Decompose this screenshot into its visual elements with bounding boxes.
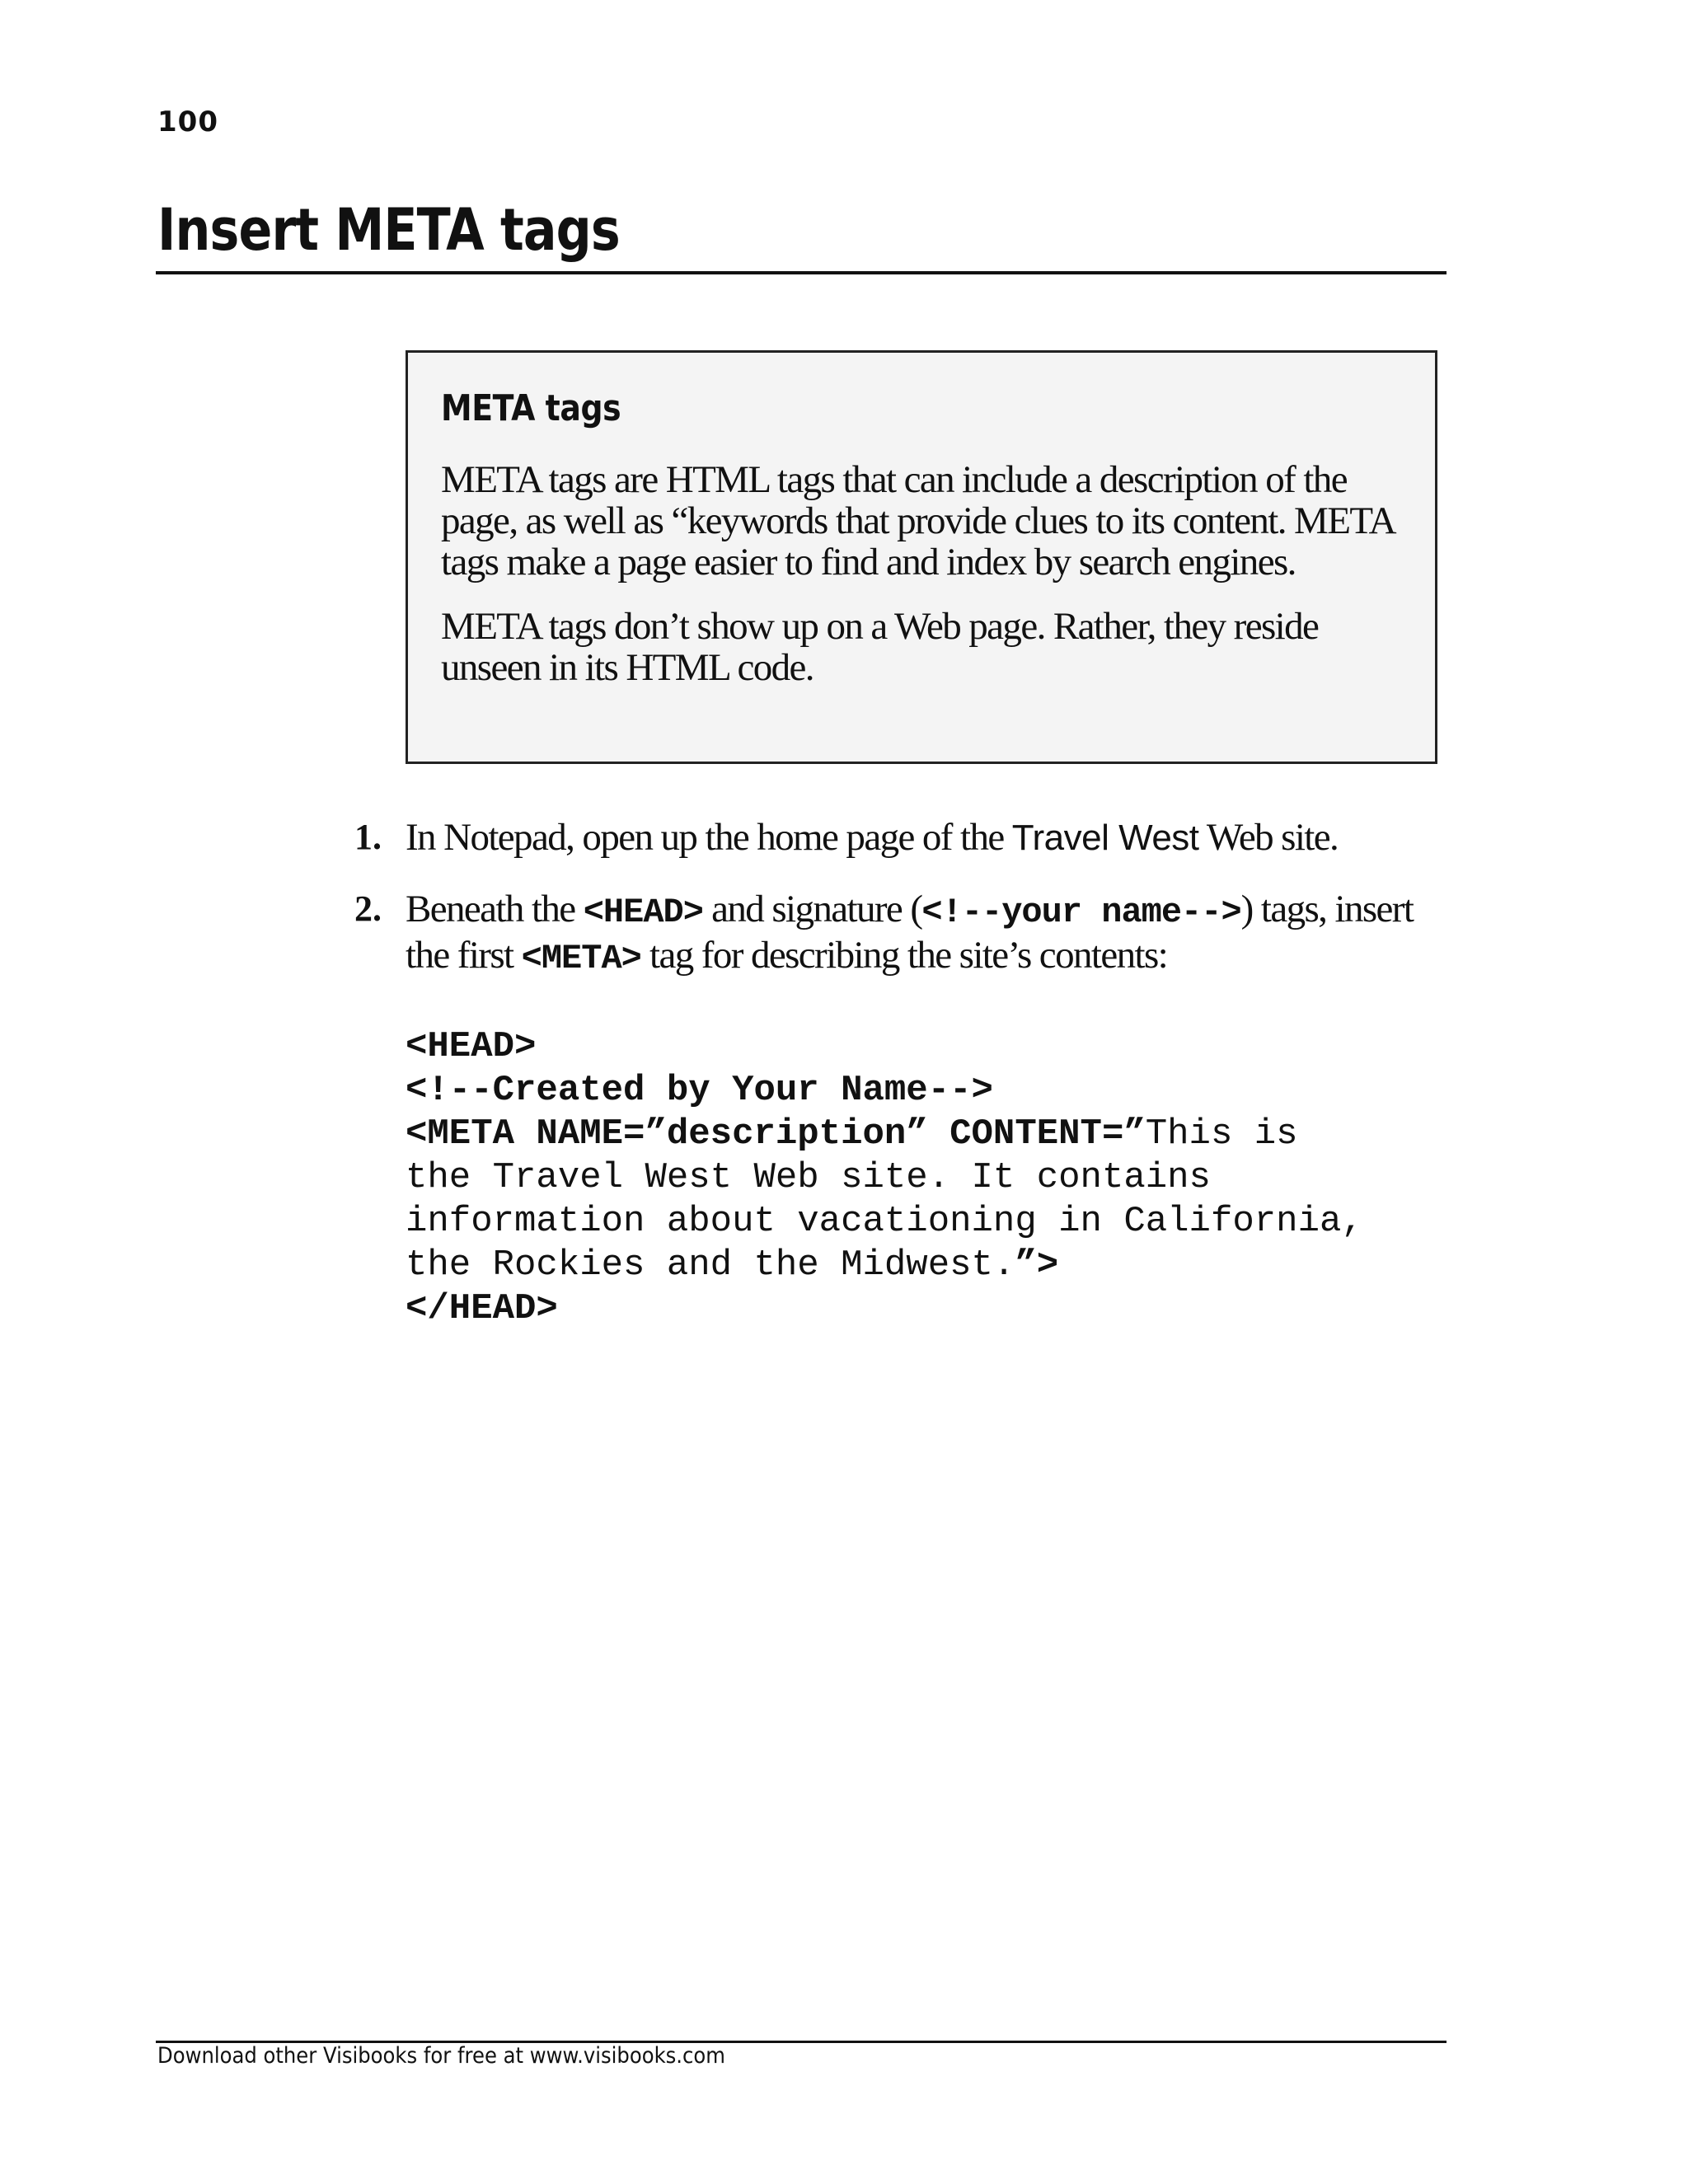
site-name: Travel West bbox=[1011, 818, 1199, 858]
step-item bbox=[354, 888, 1451, 980]
page-title: Insert META tags bbox=[157, 196, 620, 264]
footer-text: Download other Visibooks for free at www.visibooks.com bbox=[157, 2043, 725, 2069]
sidebar-box bbox=[406, 350, 1437, 764]
title-divider bbox=[156, 271, 1447, 274]
code-line: <META NAME=”description” CONTENT=” bbox=[406, 1113, 1146, 1155]
sidebar-paragraph: META tags are HTML tags that can include a description of the page, as well as “keywords that provide clues to its content. META tags make a page easier to find and index by search engines. bbox=[441, 458, 1394, 583]
code-line: the Rockies and the Midwest. bbox=[406, 1244, 1015, 1286]
page-number: 100 bbox=[157, 105, 218, 138]
code-line: <!--Created by Your Name--> bbox=[406, 1070, 993, 1111]
code-line: </HEAD> bbox=[406, 1288, 558, 1329]
code-line: This is bbox=[1145, 1113, 1298, 1155]
code-block bbox=[406, 1025, 1363, 1331]
sidebar-paragraph: META tags don’t show up on a Web page. Rather, they reside unseen in its HTML code. bbox=[441, 605, 1319, 689]
steps-list bbox=[354, 816, 1451, 1008]
step-number: 1. bbox=[354, 817, 382, 857]
inline-code: <!--your name--> bbox=[921, 893, 1241, 932]
inline-code: <HEAD> bbox=[583, 893, 703, 932]
step-text: and signature ( bbox=[702, 888, 922, 930]
sidebar-heading: META tags bbox=[441, 387, 621, 429]
step-number: 2. bbox=[354, 888, 382, 929]
step-item bbox=[354, 816, 1451, 860]
code-line: <HEAD> bbox=[406, 1026, 537, 1067]
step-text: tag for describing the site’s contents: bbox=[640, 934, 1168, 977]
step-text: ) tags, insert the first bbox=[406, 888, 1414, 977]
code-line: information about vacationing in California, bbox=[406, 1201, 1363, 1242]
inline-code: <META> bbox=[521, 939, 641, 978]
step-text: Web site. bbox=[1198, 816, 1339, 859]
code-line: ”> bbox=[1015, 1244, 1059, 1286]
step-text: In Notepad, open up the home page of the bbox=[406, 816, 1012, 859]
step-text: Beneath the bbox=[406, 888, 584, 930]
code-line: the Travel West Web site. It contains bbox=[406, 1157, 1211, 1198]
